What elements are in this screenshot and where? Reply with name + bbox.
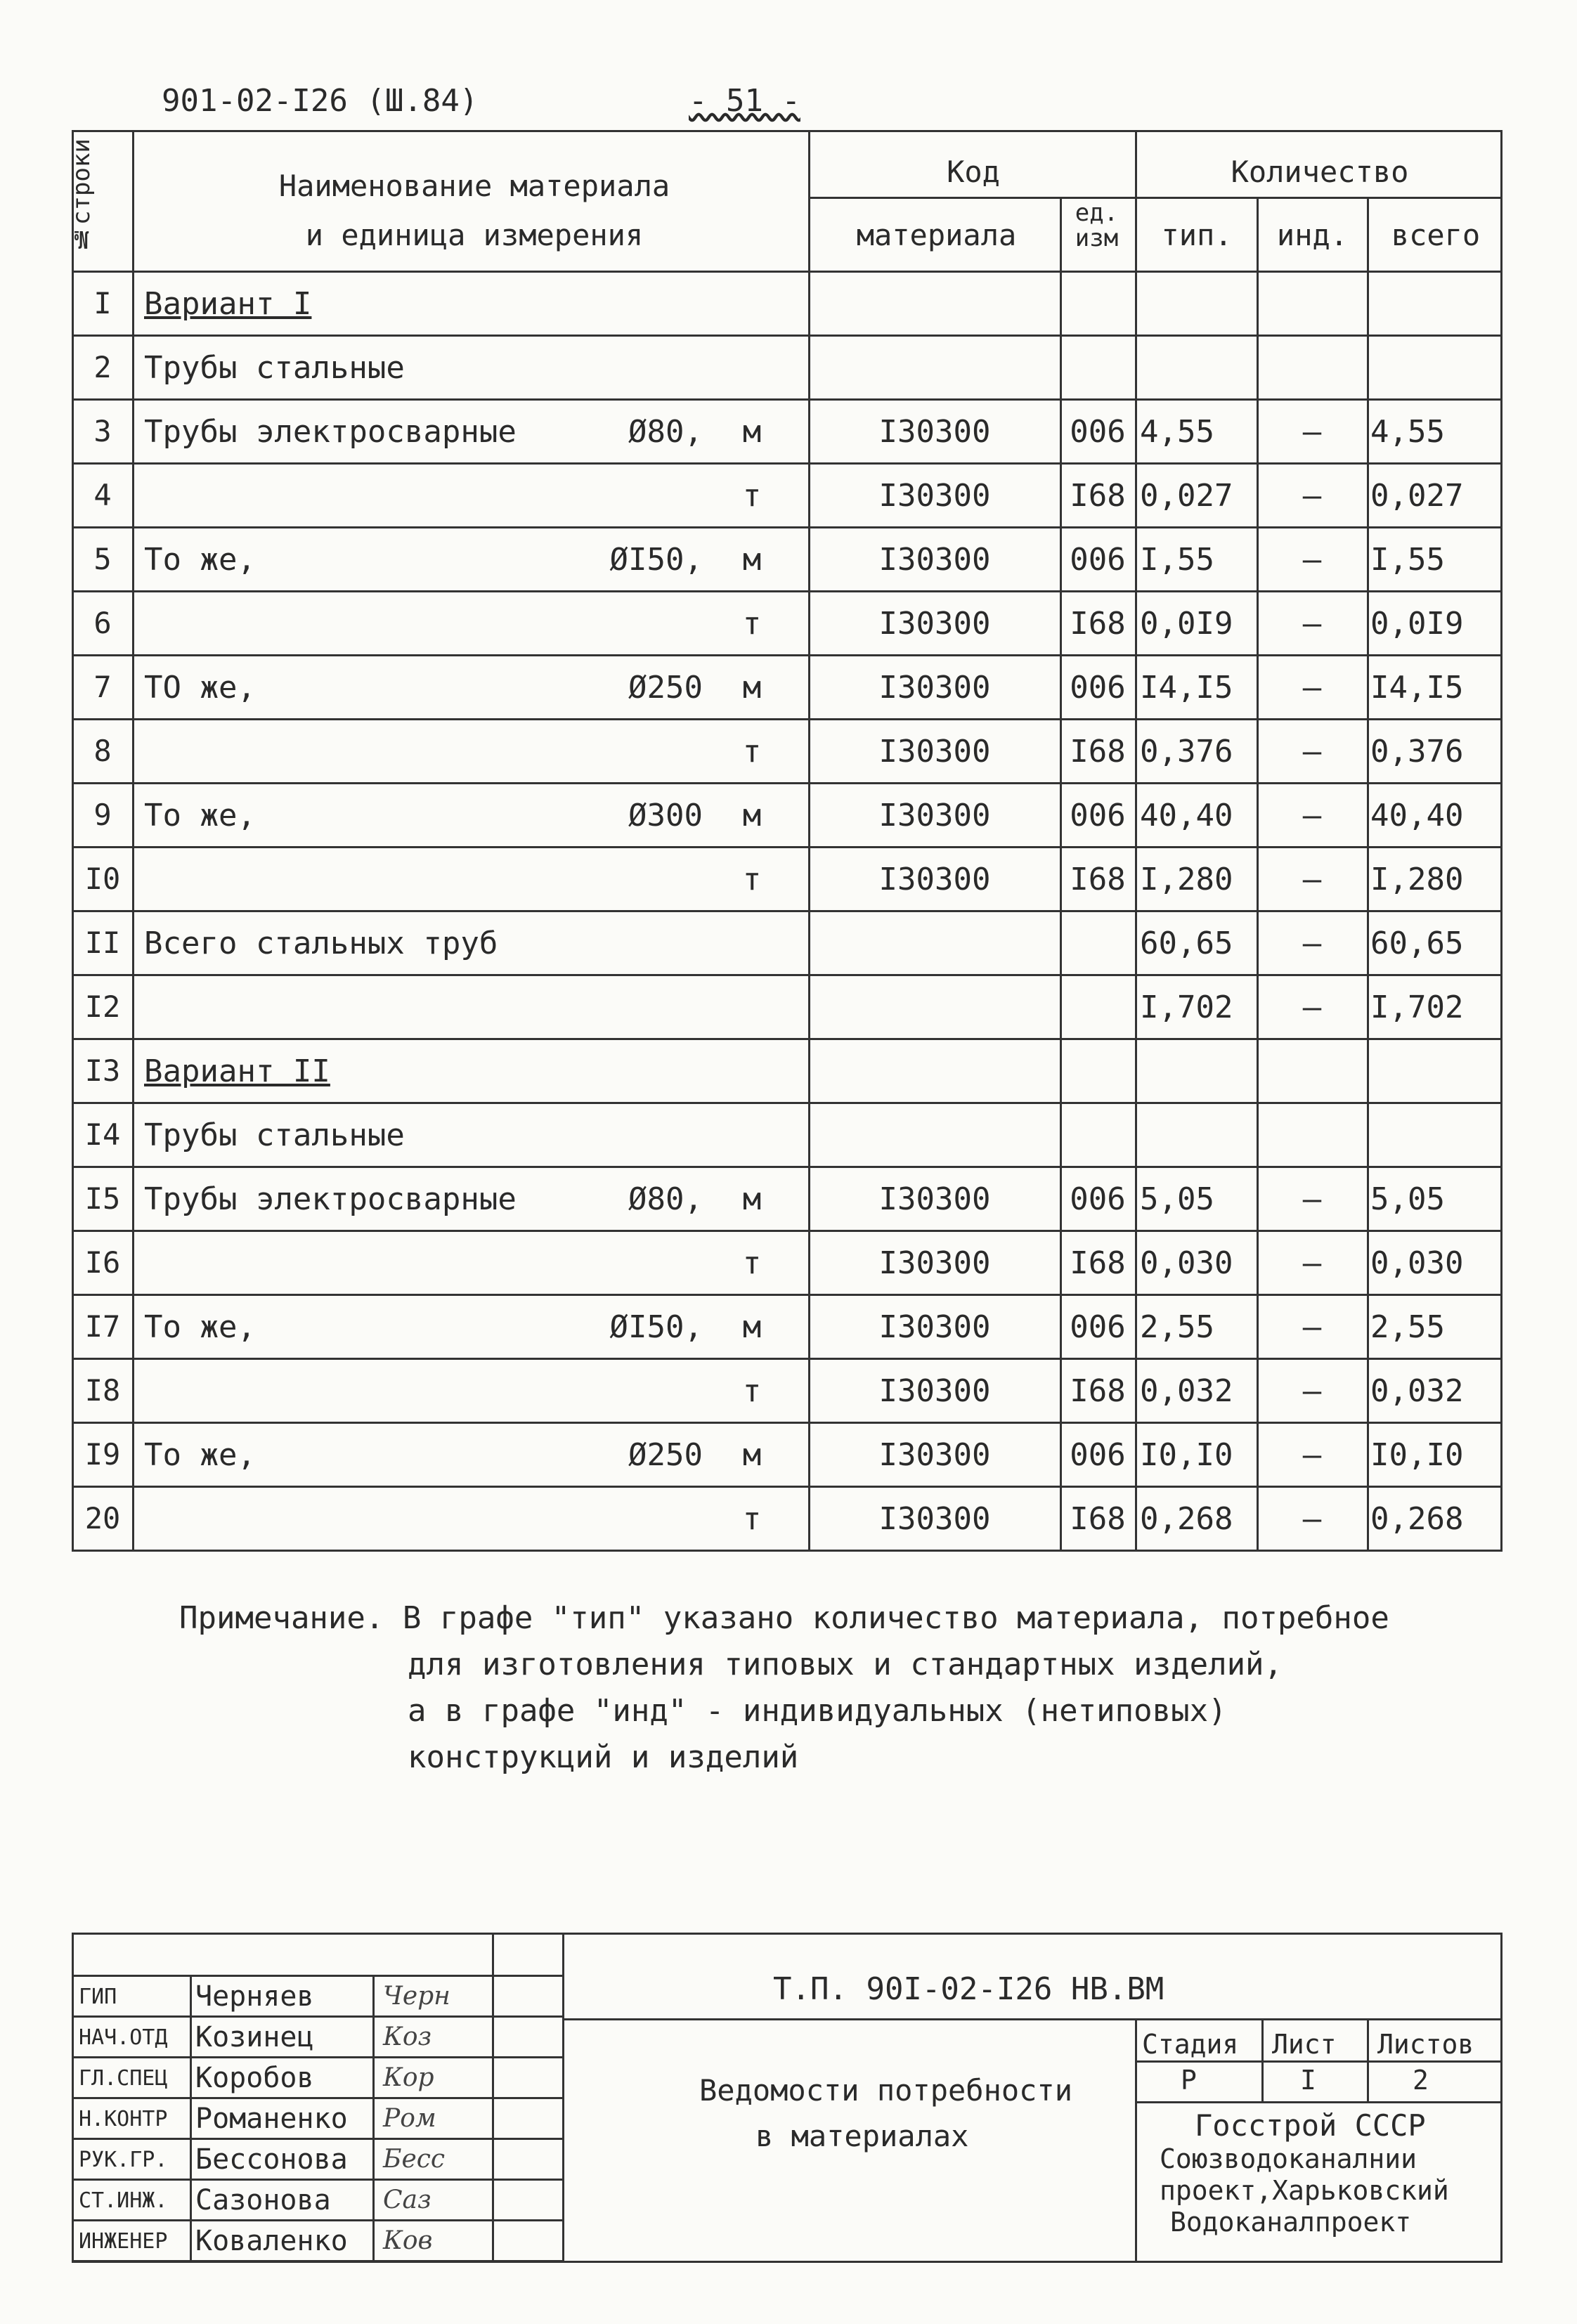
staff-signature: Саз — [383, 2186, 431, 2214]
row-number: I6 — [84, 1245, 121, 1280]
column-divider — [132, 130, 134, 1552]
staff-signature: Ром — [383, 2104, 436, 2133]
material-name: То же, — [144, 1437, 256, 1473]
quantity-ind: – — [1302, 1181, 1322, 1217]
unit-code: I68 — [1070, 734, 1126, 770]
unit: т — [742, 478, 762, 514]
unit: м — [742, 414, 762, 450]
quantity-total: 60,65 — [1370, 926, 1464, 961]
row-divider — [72, 1038, 1503, 1040]
row-divider — [72, 1294, 1503, 1296]
material-name: Трубы электросварные — [144, 1181, 517, 1217]
quantity-typ: 4,55 — [1140, 414, 1214, 450]
unit-code: I68 — [1070, 1501, 1126, 1537]
stamp-divider — [1135, 2018, 1137, 2263]
staff-name: Черняев — [195, 1980, 314, 2013]
diameter: Ø250 — [628, 1437, 703, 1473]
row-divider — [72, 398, 1503, 401]
row-number: I0 — [84, 862, 121, 896]
quantity-typ: I0,I0 — [1140, 1437, 1233, 1473]
quantity-typ: 40,40 — [1140, 798, 1233, 833]
quantity-ind: – — [1302, 1245, 1322, 1281]
row-number: II — [84, 926, 121, 960]
material-code: I30300 — [878, 798, 991, 833]
material-code: I30300 — [878, 670, 991, 706]
code-unit-header: ед. изм — [1075, 199, 1119, 252]
row-number: 5 — [93, 542, 112, 576]
sheets-value: 2 — [1413, 2065, 1429, 2096]
quantity-total: 0,0I9 — [1370, 606, 1464, 642]
name-header-line2: и единица измерения — [305, 218, 644, 252]
quantity-group-header: Количество — [1231, 155, 1409, 189]
row-number: I3 — [84, 1053, 121, 1088]
material-code: I30300 — [878, 478, 991, 514]
quantity-ind: – — [1302, 478, 1322, 514]
staff-row-divider — [72, 2219, 562, 2221]
material-code: I30300 — [878, 542, 991, 578]
diameter: ØI50, — [609, 1309, 703, 1345]
row-number: 2 — [93, 350, 112, 384]
document-code: 901-02-I26 (Ш.84) — [162, 83, 479, 119]
material-name: То же, — [144, 798, 256, 833]
quantity-total: 0,030 — [1370, 1245, 1464, 1281]
row-divider — [72, 846, 1503, 848]
unit-code: 006 — [1070, 414, 1126, 450]
staff-name: Козинец — [195, 2021, 314, 2053]
quantity-ind: – — [1302, 670, 1322, 706]
unit: т — [742, 734, 762, 770]
quantity-typ: 0,376 — [1140, 734, 1233, 770]
unit: т — [742, 1501, 762, 1537]
staff-role: СТ.ИНЖ. — [79, 2188, 168, 2213]
staff-name: Романенко — [195, 2103, 348, 2135]
org-line4: Водоканалпроект — [1170, 2207, 1412, 2238]
quantity-ind: – — [1302, 798, 1322, 833]
quantity-ind: – — [1302, 1373, 1322, 1409]
code-material-header: материала — [856, 218, 1017, 252]
quantity-ind: – — [1302, 1437, 1322, 1473]
document-title-line2: в материалах — [755, 2119, 969, 2153]
material-code: I30300 — [878, 1181, 991, 1217]
row-divider — [72, 910, 1503, 912]
staff-row-divider — [72, 2056, 562, 2058]
staff-signature: Бесс — [383, 2145, 446, 2174]
unit: м — [742, 670, 762, 706]
row-number: I4 — [84, 1117, 121, 1152]
staff-row-divider — [72, 2138, 562, 2140]
note-line3: а в графе "инд" - индивидуальных (нетиповых) — [408, 1693, 1227, 1729]
stamp-divider — [562, 2018, 1503, 2020]
material-code: I30300 — [878, 734, 991, 770]
row-number: I5 — [84, 1181, 121, 1216]
quantity-total: 4,55 — [1370, 414, 1445, 450]
staff-signature: Черн — [383, 1982, 450, 2011]
quantity-typ: 60,65 — [1140, 926, 1233, 961]
quantity-ind: – — [1302, 414, 1322, 450]
quantity-total-header: всего — [1391, 218, 1481, 252]
quantity-total: I0,I0 — [1370, 1437, 1464, 1473]
staff-row-divider — [72, 2097, 562, 2099]
sheets-label: Листов — [1377, 2029, 1474, 2060]
row-divider — [72, 1166, 1503, 1168]
row-number: 7 — [93, 670, 112, 704]
quantity-typ: I,702 — [1140, 989, 1233, 1025]
staff-role: НАЧ.ОТД — [79, 2025, 168, 2050]
quantity-typ: 0,268 — [1140, 1501, 1233, 1537]
document-id: Т.П. 90I-02-I26 НВ.ВМ — [773, 1971, 1164, 2007]
unit-code: 006 — [1070, 670, 1126, 706]
staff-name: Коробов — [195, 2062, 314, 2094]
quantity-ind-header: инд. — [1276, 218, 1349, 252]
row-number-header: №строки — [67, 138, 96, 253]
row-number: 20 — [84, 1501, 121, 1536]
unit-code: I68 — [1070, 1373, 1126, 1409]
unit: т — [742, 606, 762, 642]
quantity-typ: 2,55 — [1140, 1309, 1214, 1345]
diameter: Ø80, — [628, 414, 703, 450]
unit: т — [742, 862, 762, 897]
material-code: I30300 — [878, 1373, 991, 1409]
material-code: I30300 — [878, 862, 991, 897]
stage-value: Р — [1181, 2065, 1197, 2096]
note-line4: конструкций и изделий — [408, 1739, 799, 1775]
staff-name: Коваленко — [195, 2225, 348, 2257]
unit-code: 006 — [1070, 1437, 1126, 1473]
row-number: 6 — [93, 606, 112, 640]
quantity-typ: I,280 — [1140, 862, 1233, 897]
staff-role: РУК.ГР. — [79, 2148, 168, 2172]
org-line1: Госстрой СССР — [1195, 2108, 1426, 2143]
unit-code: I68 — [1070, 606, 1126, 642]
unit: т — [742, 1373, 762, 1409]
row-number: 8 — [93, 734, 112, 768]
staff-row-divider — [72, 2015, 562, 2018]
row-divider — [72, 335, 1503, 337]
row-divider — [72, 462, 1503, 465]
quantity-total: I,702 — [1370, 989, 1464, 1025]
unit-code: 006 — [1070, 1181, 1126, 1217]
quantity-total: 5,05 — [1370, 1181, 1445, 1217]
row-divider — [72, 782, 1503, 784]
quantity-ind: – — [1302, 734, 1322, 770]
material-code: I30300 — [878, 414, 991, 450]
unit-code: I68 — [1070, 478, 1126, 514]
header-subdivider — [808, 197, 1503, 199]
row-divider — [72, 654, 1503, 656]
material-name: ТО же, — [144, 670, 256, 706]
column-divider — [808, 130, 810, 1552]
quantity-ind: – — [1302, 542, 1322, 578]
row-number: 9 — [93, 798, 112, 832]
unit: м — [742, 542, 762, 578]
note-line1: Примечание. В графе "тип" указано количество материала, потребное — [179, 1600, 1389, 1636]
quantity-total: I,280 — [1370, 862, 1464, 897]
diameter: ØI50, — [609, 542, 703, 578]
material-name: Всего стальных труб — [144, 926, 498, 961]
quantity-typ: I,55 — [1140, 542, 1214, 578]
staff-role: ГЛ.СПЕЦ — [79, 2066, 168, 2091]
quantity-typ: 0,030 — [1140, 1245, 1233, 1281]
code-group-header: Код — [947, 155, 1000, 189]
stamp-divider — [1135, 2101, 1503, 2103]
row-divider — [72, 1486, 1503, 1488]
stage-label: Стадия — [1142, 2029, 1239, 2060]
quantity-total: I4,I5 — [1370, 670, 1464, 706]
staff-row-divider — [72, 1975, 562, 1977]
material-code: I30300 — [878, 1501, 991, 1537]
row-number: I2 — [84, 989, 121, 1024]
quantity-typ: 5,05 — [1140, 1181, 1214, 1217]
staff-name: Бессонова — [195, 2143, 348, 2176]
row-number: 4 — [93, 478, 112, 512]
unit: т — [742, 1245, 762, 1281]
quantity-ind: – — [1302, 1309, 1322, 1345]
material-name: Вариант II — [144, 1053, 330, 1089]
staff-row-divider — [72, 2179, 562, 2181]
row-divider — [72, 1102, 1503, 1104]
diameter: Ø80, — [628, 1181, 703, 1217]
unit: м — [742, 1437, 762, 1473]
quantity-typ-header: тип. — [1161, 218, 1233, 252]
unit-code: 006 — [1070, 1309, 1126, 1345]
material-name: Трубы стальные — [144, 1117, 405, 1153]
staff-signature: Ков — [383, 2226, 433, 2255]
material-name: Трубы электросварные — [144, 414, 517, 450]
sheet-value: I — [1300, 2065, 1316, 2096]
quantity-total: 40,40 — [1370, 798, 1464, 833]
quantity-total: 0,376 — [1370, 734, 1464, 770]
quantity-typ: I4,I5 — [1140, 670, 1233, 706]
unit: м — [742, 1181, 762, 1217]
row-divider — [72, 1358, 1503, 1360]
material-code: I30300 — [878, 1309, 991, 1345]
staff-role: Н.КОНТР — [79, 2107, 168, 2131]
name-header-line1: Наименование материала — [278, 169, 670, 203]
quantity-typ: 0,032 — [1140, 1373, 1233, 1409]
material-name: Вариант I — [144, 286, 312, 322]
unit: м — [742, 798, 762, 833]
row-number: I — [93, 286, 112, 320]
row-divider — [72, 526, 1503, 528]
unit-code: I68 — [1070, 862, 1126, 897]
unit-code: 006 — [1070, 798, 1126, 833]
staff-name: Сазонова — [195, 2184, 331, 2216]
org-line3: проект,Харьковский — [1160, 2175, 1449, 2206]
quantity-typ: 0,0I9 — [1140, 606, 1233, 642]
staff-role: ГИП — [79, 1985, 117, 2009]
material-code: I30300 — [878, 1437, 991, 1473]
material-name: То же, — [144, 542, 256, 578]
staff-row-divider — [72, 2260, 562, 2262]
row-number: 3 — [93, 414, 112, 448]
row-divider — [72, 1230, 1503, 1232]
row-divider — [72, 1422, 1503, 1424]
quantity-total: 0,032 — [1370, 1373, 1464, 1409]
quantity-ind: – — [1302, 989, 1322, 1025]
row-number: I9 — [84, 1437, 121, 1472]
page-number: - 51 - — [689, 83, 800, 119]
row-number: I8 — [84, 1373, 121, 1408]
row-divider — [72, 974, 1503, 976]
row-divider — [72, 718, 1503, 720]
quantity-total: 2,55 — [1370, 1309, 1445, 1345]
quantity-ind: – — [1302, 926, 1322, 961]
note-line2: для изготовления типовых и стандартных изделий, — [408, 1647, 1283, 1682]
material-name: Трубы стальные — [144, 350, 405, 386]
staff-signature: Кор — [383, 2063, 434, 2092]
row-number: I7 — [84, 1309, 121, 1344]
unit: м — [742, 1309, 762, 1345]
material-name: То же, — [144, 1309, 256, 1345]
column-divider — [1135, 130, 1137, 1552]
row-divider — [72, 271, 1503, 273]
stamp-divider — [562, 1933, 564, 2263]
quantity-ind: – — [1302, 606, 1322, 642]
unit-code: 006 — [1070, 542, 1126, 578]
quantity-total: 0,027 — [1370, 478, 1464, 514]
quantity-total: I,55 — [1370, 542, 1445, 578]
material-code: I30300 — [878, 1245, 991, 1281]
document-title-line1: Ведомости потребности — [699, 2073, 1073, 2108]
quantity-total: 0,268 — [1370, 1501, 1464, 1537]
quantity-ind: – — [1302, 862, 1322, 897]
diameter: Ø250 — [628, 670, 703, 706]
staff-signature: Коз — [383, 2023, 432, 2051]
material-code: I30300 — [878, 606, 991, 642]
stamp-divider — [1135, 2060, 1503, 2063]
row-divider — [72, 1550, 1503, 1552]
sheet-label: Лист — [1272, 2029, 1337, 2060]
org-line2: Союзводоканалнии — [1160, 2143, 1417, 2174]
diameter: Ø300 — [628, 798, 703, 833]
unit-code: I68 — [1070, 1245, 1126, 1281]
row-divider — [72, 590, 1503, 592]
quantity-ind: – — [1302, 1501, 1322, 1537]
quantity-typ: 0,027 — [1140, 478, 1233, 514]
staff-role: ИНЖЕНЕР — [79, 2229, 168, 2254]
